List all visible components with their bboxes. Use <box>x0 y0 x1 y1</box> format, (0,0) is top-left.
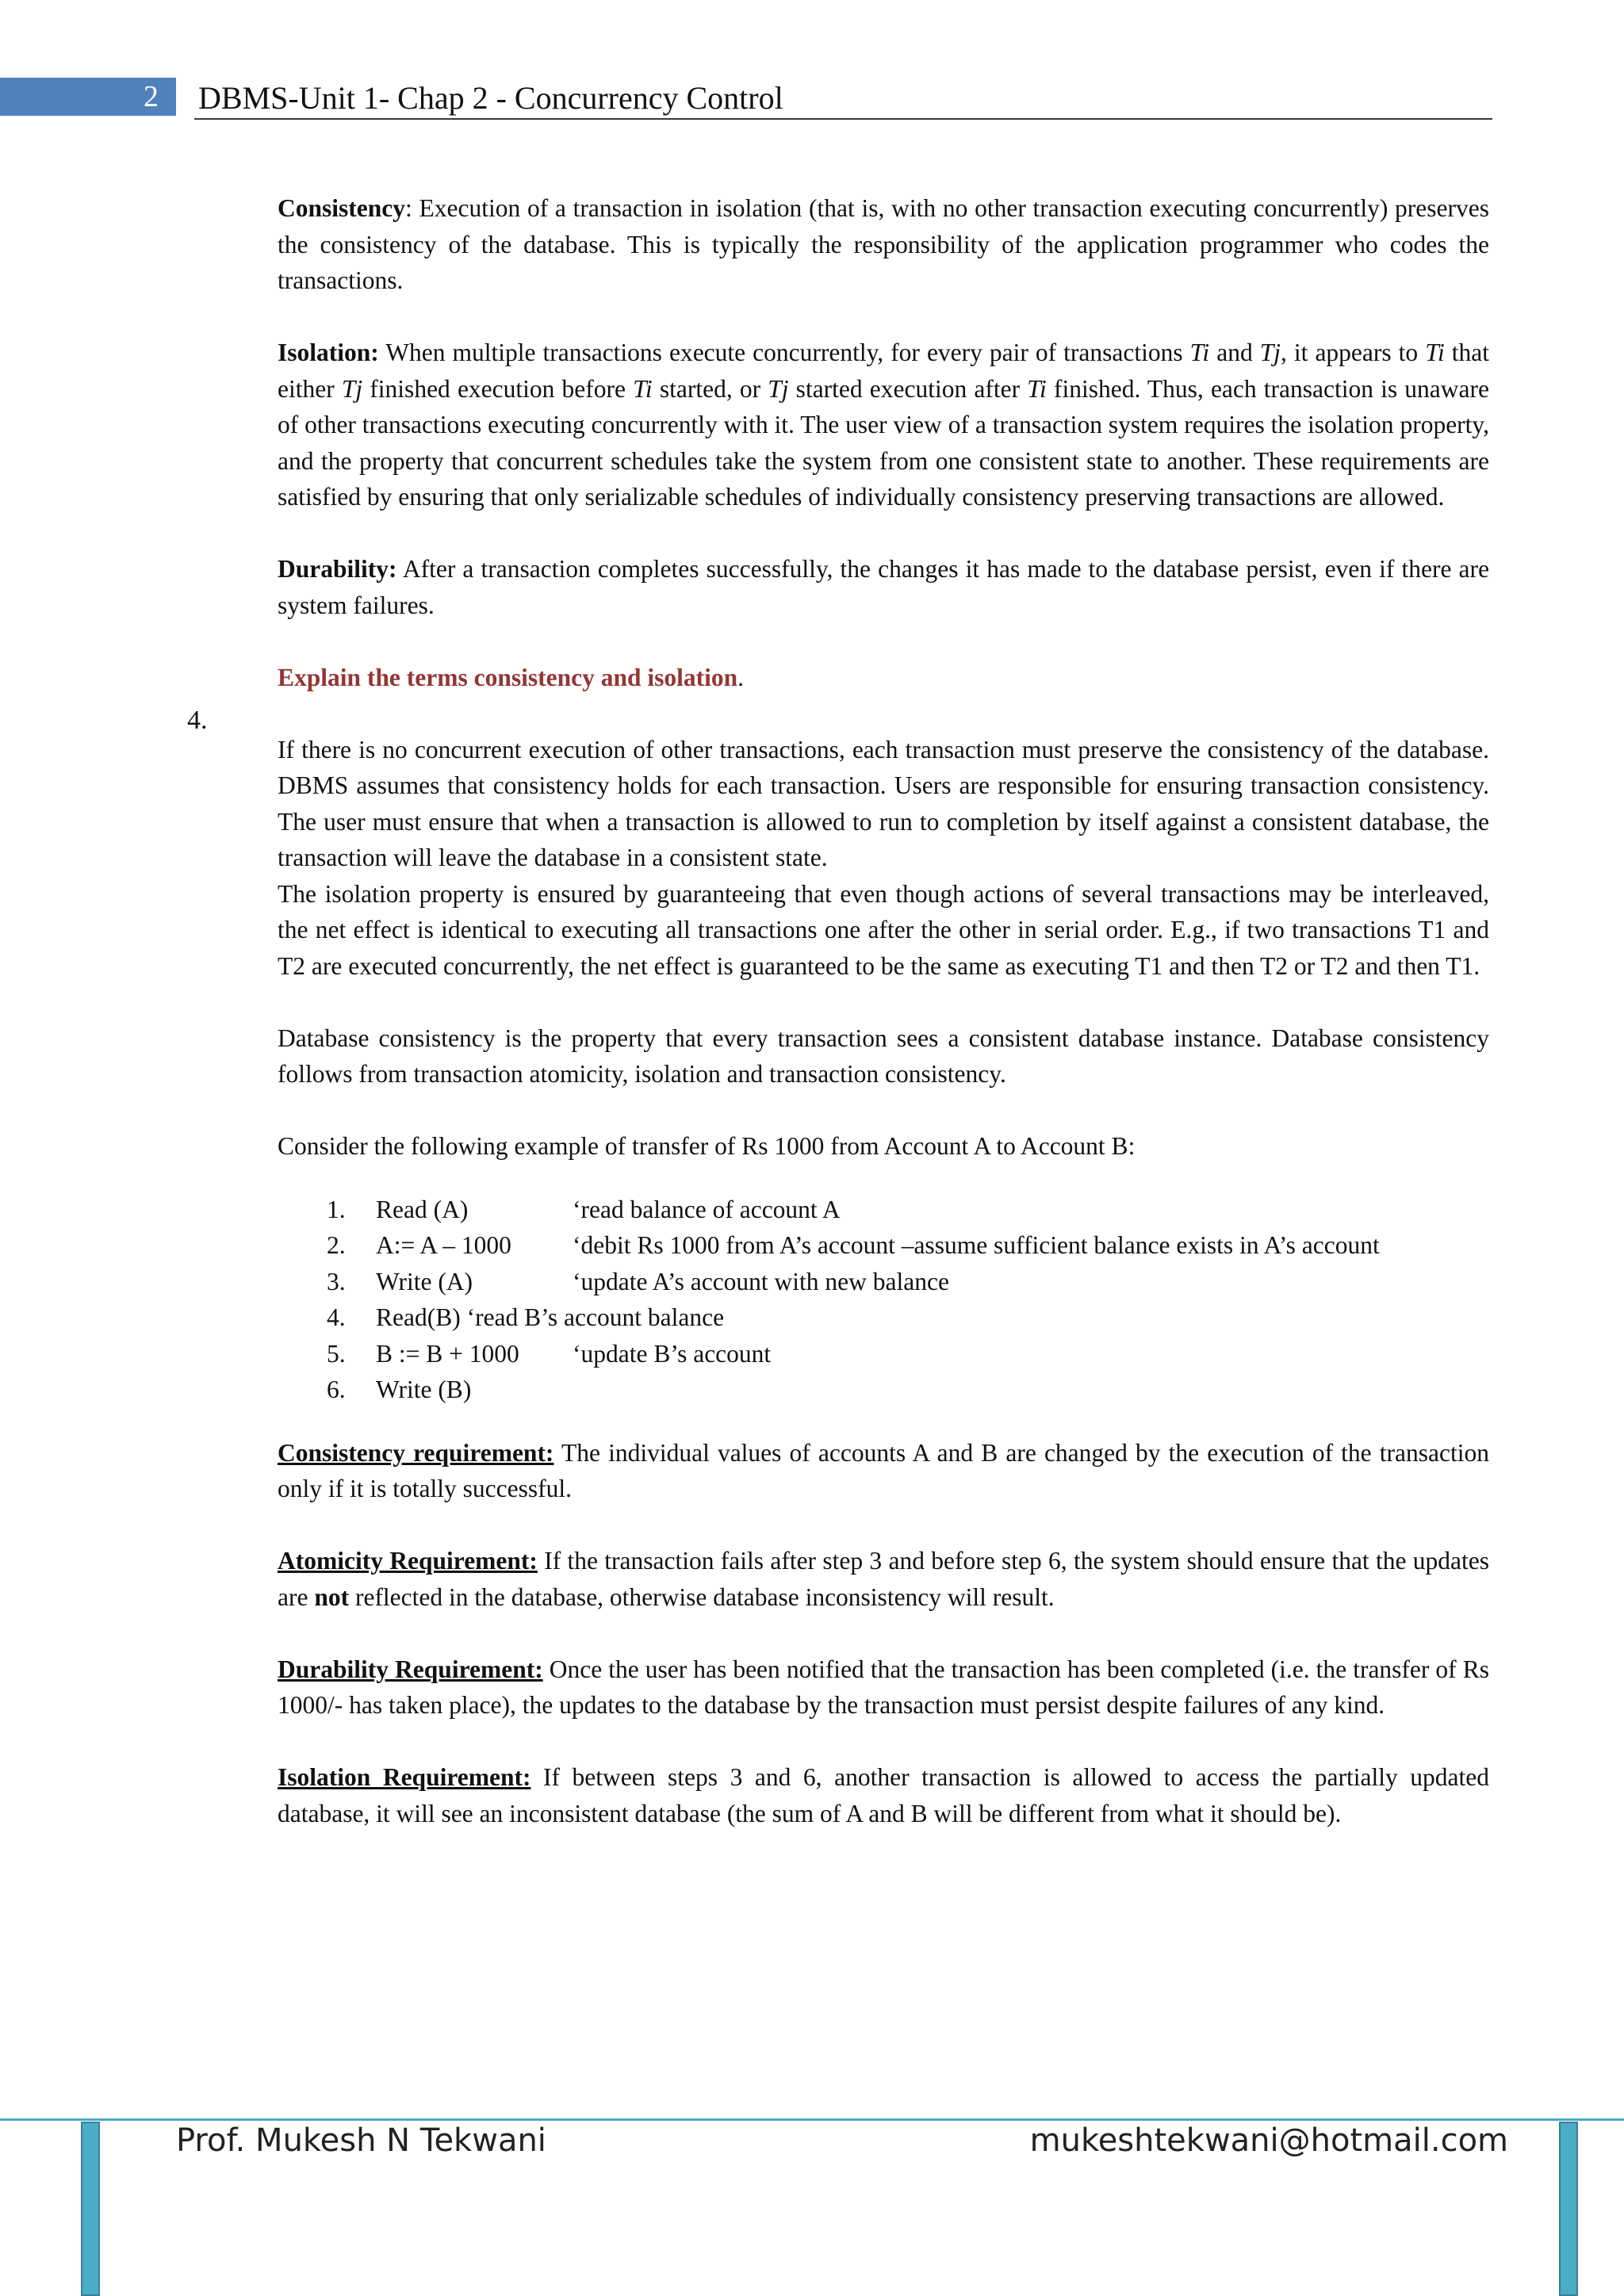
page-title: DBMS-Unit 1- Chap 2 - Concurrency Control <box>198 80 783 116</box>
list-item <box>327 1264 1489 1300</box>
step-number: 5. <box>327 1339 346 1368</box>
footer-bar-right <box>1559 2122 1578 2296</box>
atomicity-requirement-term: Atomicity Requirement: <box>278 1547 538 1575</box>
isolation-text: finished execution before <box>362 374 634 403</box>
step-comment: ‘update B’s account <box>573 1339 772 1368</box>
isolation-text: started, or <box>652 374 768 403</box>
answer-paragraph-2: The isolation property is ensured by guaranteeing that even though actions of several transactions may be interleaved, the net effect is identical to executing all transactions one after the other in serial order. E.g., if two transactions T1 and T2 are executed concurrently, the net effect is guaranteed to be the same as executing T1 and then T2 or T2 and then T1. <box>278 879 1489 980</box>
isolation-requirement-text: If between steps 3 and 6, another transaction is allowed to access the partially updated database, it will see an inconsistent database (the sum of A and B will be different from what it should be). <box>278 1763 1489 1827</box>
step-comment: ‘read balance of account A <box>573 1195 841 1223</box>
page-number: 2 <box>144 80 159 113</box>
footer-bar-left <box>81 2122 100 2296</box>
question-period: . <box>737 663 745 691</box>
step-number: 4. <box>327 1303 346 1331</box>
tj-var: Tj <box>1259 339 1281 366</box>
isolation-text: and <box>1209 339 1260 366</box>
atomicity-requirement <box>278 1543 1489 1615</box>
list-item <box>327 1227 1489 1264</box>
tj-var: Tj <box>341 374 363 403</box>
question-number: 4. <box>187 706 208 735</box>
step-number: 3. <box>327 1267 346 1295</box>
header-divider <box>194 118 1492 120</box>
transfer-steps-list <box>278 1192 1489 1408</box>
step-code: Write (B) <box>376 1376 472 1403</box>
ti-var: Ti <box>1425 339 1445 366</box>
durability-requirement <box>278 1651 1489 1724</box>
consistency-text: : Execution of a transaction in isolation (that is, with no other transaction executing concurrently) preserves the consistency of the database. This is typically the responsibility of the application programmer who codes the transactions. <box>278 194 1489 294</box>
list-item <box>327 1299 1489 1336</box>
step-code: B := B + 1000 <box>376 1339 519 1368</box>
durability-term: Durability: <box>278 555 397 583</box>
consistency-requirement-text: The individual values of accounts A and B are changed by the execution of the transaction only if it is totally successful. <box>278 1438 1489 1502</box>
isolation-text: finished. Thus, each transaction is unaware of other transactions executing concurrently with it. The user view of a transaction system requires the isolation property, and the property that concurrent schedules take the system from one consistent state to another. These requirements are satisfied by ensuring that only serializable schedules of individually consistency preserving transactions are allowed. <box>278 374 1489 511</box>
answer-paragraph-4: Consider the following example of transfer of Rs 1000 from Account A to Account B: <box>278 1132 1136 1160</box>
durability-paragraph <box>278 551 1489 623</box>
durability-requirement-term: Durability Requirement: <box>278 1655 543 1683</box>
durability-requirement-text: Once the user has been notified that the transaction has been completed (i.e. the transfer of Rs 1000/- has taken place), the updates to the database by the transaction must persist despite failures of any kind. <box>278 1655 1489 1719</box>
step-number: 2. <box>327 1231 346 1259</box>
list-item <box>327 1336 1489 1372</box>
step-text: Read(B) ‘read B’s account balance <box>376 1303 725 1331</box>
list-item <box>327 1372 1489 1408</box>
ti-var: Ti <box>1027 374 1047 403</box>
durability-text: After a transaction completes successfully, the changes it has made to the database persist, even if there are system failures. <box>278 555 1489 619</box>
step-code: Write (A) <box>376 1267 473 1295</box>
consistency-paragraph <box>278 190 1489 299</box>
isolation-term: Isolation: <box>278 339 379 366</box>
step-number: 1. <box>327 1195 346 1223</box>
isolation-requirement <box>278 1759 1489 1831</box>
isolation-text: , it appears to <box>1281 339 1426 366</box>
isolation-text: started execution after <box>788 374 1028 403</box>
step-comment: ‘debit Rs 1000 from A’s account –assume sufficient balance exists in A’s account <box>573 1231 1380 1259</box>
ti-var: Ti <box>1189 339 1210 366</box>
atomicity-requirement-text: If the transaction fails after step 3 and before step 6, the system should ensure that the updates are <box>278 1547 1489 1611</box>
question-heading <box>278 660 1489 696</box>
list-item <box>327 1192 1489 1228</box>
isolation-paragraph <box>278 335 1489 515</box>
consistency-requirement <box>278 1435 1489 1507</box>
step-number: 6. <box>327 1376 346 1403</box>
tj-var: Tj <box>768 374 789 403</box>
step-code: Read (A) <box>376 1195 469 1223</box>
consistency-term: Consistency <box>278 194 406 222</box>
answer-paragraph-3: Database consistency is the property that every transaction sees a consistent database instance. Database consistency follows from transaction atomicity, isolation and transaction consistency. <box>278 1024 1489 1088</box>
question-text: Explain the terms consistency and isolation <box>278 663 738 691</box>
isolation-text: that either <box>278 339 1489 403</box>
atomicity-requirement-text: reflected in the database, otherwise database inconsistency will result. <box>349 1582 1055 1611</box>
isolation-requirement-term: Isolation Requirement: <box>278 1763 531 1791</box>
page-content <box>278 190 1489 1831</box>
footer-author: Prof. Mukesh N Tekwani <box>176 2122 546 2159</box>
consistency-requirement-term: Consistency requirement: <box>278 1438 554 1467</box>
not-emphasis: not <box>314 1582 350 1611</box>
isolation-text: When multiple transactions execute concurrently, for every pair of transactions <box>378 339 1190 366</box>
footer-email: mukeshtekwani@hotmail.com <box>1029 2122 1508 2159</box>
ti-var: Ti <box>633 374 653 403</box>
step-comment: ‘update A’s account with new balance <box>573 1267 949 1295</box>
step-code: A:= A – 1000 <box>376 1231 511 1259</box>
answer-paragraph-1: If there is no concurrent execution of other transactions, each transaction must preserve the consistency of the database. DBMS assumes that consistency holds for each transaction. Users are responsible for ensuring transaction consistency. The user must ensure that when a transaction is allowed to run to completion by itself against a consistent database, the transaction will leave the database in a consistent state. <box>278 735 1489 871</box>
